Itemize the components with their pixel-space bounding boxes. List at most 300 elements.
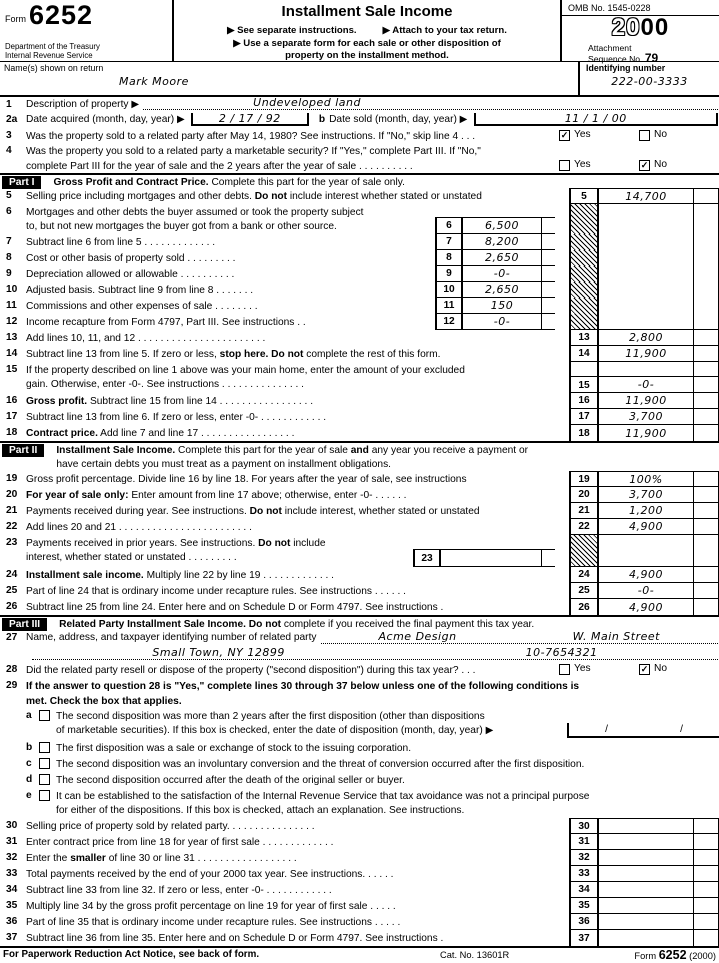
- part-3-label: Part III: [2, 618, 47, 631]
- line-3-question: Was the property sold to a related party after May 14, 1980? See instructions. If "No," skip line 4 . . .: [26, 131, 476, 142]
- identifying-number-label: Identifying number: [586, 63, 666, 73]
- line-30-boxes: [569, 818, 719, 834]
- line-17: [0, 409, 719, 425]
- line-20-amount[interactable]: 3,700: [599, 487, 693, 503]
- line-16-cents[interactable]: [693, 393, 719, 409]
- header-right: [562, 0, 719, 65]
- line-27-spacer: [0, 646, 28, 662]
- condition-a-text: [56, 708, 567, 740]
- line-19-label: Gross profit percentage. Divide line 16 by line 18. For years after the year of sale, see instructions: [26, 474, 467, 485]
- sequence-number: 79: [644, 50, 659, 65]
- line-14-amount[interactable]: 11,900: [599, 346, 693, 362]
- line-12-label: Income recapture from Form 4797, Part III. See instructions . .: [26, 317, 306, 328]
- line-15-number: 15: [6, 364, 18, 375]
- condition-c-text: The second disposition was an involuntary conversion and the threat of conversion occurred after the first disposition.: [56, 759, 585, 770]
- line-5-cents[interactable]: [693, 188, 719, 204]
- yes-label: Yes: [574, 663, 591, 674]
- line-35-boxes: [569, 898, 719, 914]
- label-line-2: gain. Otherwise, enter -0-. See instructions . . . . . . . . . . . . . . .: [26, 379, 304, 391]
- line-28-question: Did the related party resell or dispose of the property ("second disposition") during this tax year? . . .: [26, 665, 476, 676]
- line-34: [0, 882, 719, 898]
- line-34-amount[interactable]: [599, 882, 693, 898]
- label-bold: Gross profit.: [26, 396, 88, 407]
- part-1-label: Part I: [2, 176, 41, 189]
- label-line-2: interest, whether stated or unstated . . . . . . . . .: [26, 552, 237, 564]
- line-32-boxes: [569, 850, 719, 866]
- line-29-spacer: [0, 693, 26, 708]
- line-6-cents[interactable]: [541, 217, 555, 234]
- line-19-cents[interactable]: [693, 471, 719, 487]
- condition-b-letter: b: [26, 742, 33, 753]
- line-13-label: Add lines 10, 11, and 12 . . . . . . . . . . . . . . . . . . . . . . .: [26, 333, 266, 344]
- line-27-label: Name, address, and taxpayer identifying number of related party: [26, 632, 317, 643]
- dept-line-2: Internal Revenue Service: [5, 51, 93, 60]
- line-11-number: 11: [6, 300, 17, 311]
- line-9-label: Depreciation allowed or allowable . . . . . . . . . .: [26, 269, 235, 280]
- line-18-boxes: [569, 425, 719, 441]
- footer-form-number: 6252: [658, 947, 687, 962]
- shaded-column: [569, 314, 719, 330]
- line-33-cents[interactable]: [693, 866, 719, 882]
- line-35-label: Multiply line 34 by the gross profit percentage on line 19 for year of first sale . . . . .: [26, 901, 396, 912]
- line-29-number: 29: [6, 680, 18, 691]
- condition-e-text: [56, 788, 719, 818]
- line-32-amount[interactable]: [599, 850, 693, 866]
- instruction-3: ▶ Use a separate form for each sale or other disposition of: [233, 37, 501, 49]
- line-20-box-number: 20: [569, 487, 599, 503]
- line-29-continued: [0, 693, 719, 708]
- dept-line-1: Department of the Treasury: [5, 42, 100, 51]
- line-36-cents[interactable]: [693, 914, 719, 930]
- line-22-amount[interactable]: 4,900: [599, 519, 693, 535]
- line-22-cents[interactable]: [693, 519, 719, 535]
- condition-c-checkbox[interactable]: [39, 758, 50, 769]
- line-13: [0, 330, 719, 346]
- line-5-box-number: 5: [569, 188, 599, 204]
- year-outline-digits: 20: [611, 14, 641, 41]
- condition-b-text: The first disposition was a sale or exchange of stock to the issuing corporation.: [56, 743, 412, 754]
- line-11-label: Commissions and other expenses of sale . . . . . . . .: [26, 301, 258, 312]
- line-30-amount[interactable]: [599, 818, 693, 834]
- condition-a-checkbox[interactable]: [39, 710, 50, 721]
- line-2a-label: Date acquired (month, day, year) ▶: [26, 114, 185, 125]
- label-line-1: Mortgages and other debts the buyer assumed or took the property subject: [26, 207, 364, 218]
- line-6-boxes: [435, 217, 555, 234]
- line-7-amount[interactable]: 8,200: [463, 234, 541, 250]
- property-description-value[interactable]: Undeveloped land: [253, 97, 361, 109]
- part-2-subtitle-line2: have certain debts you must treat as a payment on installment obligations.: [56, 459, 391, 470]
- line-11-amount[interactable]: 150: [463, 298, 541, 314]
- line-23: [0, 535, 719, 567]
- line-14: [0, 346, 719, 362]
- line-26-cents[interactable]: [693, 599, 719, 615]
- line-16: [0, 393, 719, 409]
- related-party-street: W. Main Street: [572, 630, 660, 643]
- line-24-amount[interactable]: 4,900: [599, 567, 693, 583]
- name-row: [0, 62, 719, 97]
- line-34-label: Subtract line 33 from line 32. If zero or less, enter -0- . . . . . . . . . . . .: [26, 885, 332, 896]
- hatched-cell: [569, 250, 599, 266]
- hatched-cell: [569, 266, 599, 282]
- identifying-number-field[interactable]: 222-00-3333: [611, 75, 688, 88]
- line-10-boxes: [435, 282, 555, 298]
- line-9-amount[interactable]: -0-: [463, 266, 541, 282]
- line-6-amount[interactable]: 6,500: [463, 217, 541, 234]
- line-15: [0, 362, 719, 393]
- line-16-boxes: [569, 393, 719, 409]
- label-text: Selling price including mortgages and other debts.: [26, 191, 255, 202]
- line-8-amount[interactable]: 2,650: [463, 250, 541, 266]
- line-32-cents[interactable]: [693, 850, 719, 866]
- line-19-box-number: 19: [569, 471, 599, 487]
- line-37-label: Subtract line 36 from line 35. Enter here and on Schedule D or Form 4797. See instructions .: [26, 933, 444, 944]
- line-35: [0, 898, 719, 914]
- related-party-city: Small Town, NY 12899: [152, 646, 285, 659]
- taxpayer-name-field[interactable]: Mark Moore: [119, 75, 189, 88]
- line-34-number: 34: [6, 884, 18, 895]
- line-19-boxes: [569, 471, 719, 487]
- line-7: [0, 234, 719, 250]
- hatched-cell: [569, 298, 599, 314]
- line-4-number-spacer: [0, 158, 26, 173]
- empty-cents: [693, 250, 719, 266]
- line-7-cents[interactable]: [541, 234, 555, 250]
- condition-d-letter: d: [26, 774, 33, 785]
- line-22: [0, 519, 719, 535]
- related-party-address-fill[interactable]: [32, 646, 718, 660]
- line-28-number: 28: [6, 664, 18, 675]
- line-24-cents[interactable]: [693, 567, 719, 583]
- name-cell: [0, 62, 578, 95]
- line-16-number: 16: [6, 395, 18, 406]
- part-2-title: Installment Sale Income.: [56, 445, 176, 456]
- line-25-boxes: [569, 583, 719, 599]
- line-27: [0, 630, 719, 646]
- empty-cents: [693, 314, 719, 330]
- line-21-cents[interactable]: [693, 503, 719, 519]
- part-1-title: Gross Profit and Contract Price.: [53, 177, 209, 188]
- line-14-cents[interactable]: [693, 346, 719, 362]
- line-37-amount[interactable]: [599, 930, 693, 946]
- condition-d-checkbox[interactable]: [39, 774, 50, 785]
- label-text: Subtract line 15 from line 14 . . . . . . . . . . . . . . . . .: [87, 396, 314, 407]
- part-2-label: Part II: [2, 444, 44, 457]
- line-14-label: [26, 346, 569, 362]
- label-text: Payments received in prior years. See instructions.: [26, 538, 259, 549]
- label-text: Subtract line 13 from line 5. If zero or less,: [26, 349, 220, 360]
- line-35-amount[interactable]: [599, 898, 693, 914]
- line-2a-number: 2a: [6, 114, 18, 125]
- line-26-box-number: 26: [569, 599, 599, 615]
- line-24-box-number: 24: [569, 567, 599, 583]
- label-bold: Do not: [258, 538, 291, 549]
- line-20-cents[interactable]: [693, 487, 719, 503]
- instruction-4: property on the installment method.: [285, 50, 449, 61]
- part-3-subtitle: complete if you received the final payment this tax year.: [281, 619, 535, 630]
- empty-cell: [599, 250, 693, 266]
- condition-a: [0, 708, 719, 740]
- line-21-boxes: [569, 503, 719, 519]
- line-7-boxes: [435, 234, 555, 250]
- attachment-label: Attachment: [588, 43, 632, 53]
- line-32: [0, 850, 719, 866]
- date-acquired-value: 2 / 17 / 92: [218, 112, 281, 125]
- line-2b-label: Date sold (month, day, year) ▶: [329, 114, 468, 125]
- yes-label: Yes: [574, 159, 591, 170]
- line-1: [0, 97, 719, 112]
- line-24-label: [26, 567, 569, 583]
- date-sold-field[interactable]: [474, 113, 718, 126]
- line-29-text-2: [26, 693, 719, 708]
- line-20-label: [26, 487, 569, 503]
- line-34-cents[interactable]: [693, 882, 719, 898]
- line-8: [0, 250, 719, 266]
- line-20-boxes: [569, 487, 719, 503]
- line-32-label: [26, 850, 569, 866]
- line-2b-letter: b: [318, 114, 326, 125]
- line-12-boxes: [435, 314, 555, 330]
- line-5-amount[interactable]: 14,700: [599, 188, 693, 204]
- line-10-cents[interactable]: [541, 282, 555, 298]
- line-12-amount[interactable]: -0-: [463, 314, 541, 330]
- line-5: [0, 188, 719, 204]
- line-23-amount[interactable]: [441, 549, 541, 567]
- line-29: [0, 678, 719, 693]
- line-20: [0, 487, 719, 503]
- line-26-boxes: [569, 599, 719, 615]
- line-28: [0, 662, 719, 678]
- line-28-no-checkbox[interactable]: ✓: [640, 664, 649, 674]
- line-4-yes-checkbox[interactable]: [559, 160, 570, 171]
- footer-form-year: (2000): [689, 950, 716, 961]
- line-37-number: 37: [6, 932, 18, 943]
- page-footer: [0, 946, 719, 961]
- line-29-text-1: [26, 678, 719, 693]
- line-36-number: 36: [6, 916, 18, 927]
- line-13-cents[interactable]: [693, 330, 719, 346]
- part-1-heading: [41, 176, 404, 188]
- condition-d-text: The second disposition occurred after the death of the original seller or buyer.: [56, 775, 405, 786]
- line-13-box-number: 13: [569, 330, 599, 346]
- line-1-number: 1: [6, 99, 12, 110]
- line-6-box-number: 6: [435, 217, 463, 234]
- label-text: include: [290, 538, 326, 549]
- condition-b-checkbox[interactable]: [39, 742, 50, 753]
- condition-a-line-2: of marketable securities). If this box is checked, enter the date of disposition (month, day, year) ▶: [56, 725, 494, 737]
- part-2-bold-and: and: [350, 445, 369, 456]
- line-3-checkboxes: [559, 128, 719, 143]
- line-34-box-number: 34: [569, 882, 599, 898]
- label-text: Add line 7 and line 17 . . . . . . . . . . . . . . . . .: [97, 428, 295, 439]
- empty-cell: [599, 298, 693, 314]
- line-33: [0, 866, 719, 882]
- instruction-1: ▶ See separate instructions.: [227, 25, 357, 36]
- line-23-cents[interactable]: [541, 549, 555, 567]
- date-acquired-field[interactable]: [191, 113, 309, 126]
- line-18-box-number: 18: [569, 425, 599, 441]
- line-4-question-line2: complete Part III for the year of sale and the 2 years after the year of sale . . . . . . . . . .: [26, 161, 413, 172]
- part-2-heading: [44, 444, 528, 471]
- line-5-boxes: [569, 188, 719, 204]
- line-4-question-line1: Was the property you sold to a related party a marketable security? If "Yes," complete Part III. If "No,": [26, 146, 481, 157]
- line-29-bold-1: If the answer to question 28 is "Yes," complete lines 30 through 37 below unless one of the following conditions is: [26, 681, 580, 692]
- shaded-column: [569, 234, 719, 250]
- line-4-continued: [0, 158, 719, 173]
- line-17-cents[interactable]: [693, 409, 719, 425]
- line-18-cents[interactable]: [693, 425, 719, 441]
- line-36-boxes: [569, 914, 719, 930]
- line-22-box-number: 22: [569, 519, 599, 535]
- line-4-number: 4: [6, 145, 12, 156]
- line-36-amount[interactable]: [599, 914, 693, 930]
- line-22-label: Add lines 20 and 21 . . . . . . . . . . . . . . . . . . . . . . . .: [26, 522, 252, 533]
- shaded-column: [569, 266, 719, 282]
- shaded-column: [569, 250, 719, 266]
- line-30-label: Selling price of property sold by related party. . . . . . . . . . . . . . . .: [26, 821, 315, 832]
- line-30-cents[interactable]: [693, 818, 719, 834]
- line-33-amount[interactable]: [599, 866, 693, 882]
- condition-b: [0, 740, 719, 756]
- line-21-amount[interactable]: 1,200: [599, 503, 693, 519]
- line-18-number: 18: [6, 427, 18, 438]
- part-3-bar: [0, 615, 719, 630]
- line-9-cents[interactable]: [541, 266, 555, 282]
- date-slash: /: [680, 724, 683, 735]
- line-10: [0, 282, 719, 298]
- line-18: [0, 425, 719, 441]
- line-36-box-number: 36: [569, 914, 599, 930]
- shaded-column: [569, 298, 719, 314]
- line-1-fill[interactable]: [143, 97, 718, 110]
- line-10-amount[interactable]: 2,650: [463, 282, 541, 298]
- condition-e-checkbox[interactable]: [39, 790, 50, 801]
- name-label: Name(s) shown on return: [4, 63, 104, 73]
- label-bold: stop here. Do not: [219, 349, 304, 360]
- line-15-cents[interactable]: [693, 362, 719, 393]
- part-2-subtitle-2: any year you receive a payment or: [368, 445, 529, 456]
- line-10-label: Adjusted basis. Subtract line 9 from line 8 . . . . . . .: [26, 285, 254, 296]
- label-line-2: to, but not new mortgages the buyer got from a bank or other source.: [26, 221, 337, 233]
- empty-cell: [599, 234, 693, 250]
- line-32-box-number: 32: [569, 850, 599, 866]
- part-1-subtitle: Complete this part for the year of sale only.: [208, 177, 405, 188]
- line-10-number: 10: [6, 284, 18, 295]
- line-19: [0, 471, 719, 487]
- line-24-boxes: [569, 567, 719, 583]
- line-14-box-number: 14: [569, 346, 599, 362]
- line-13-amount[interactable]: 2,800: [599, 330, 693, 346]
- line-14-boxes: [569, 346, 719, 362]
- line-21-number: 21: [6, 505, 18, 516]
- related-party-name-fill[interactable]: [321, 630, 718, 644]
- line-1-label: Description of property ▶: [26, 99, 140, 110]
- line-33-boxes: [569, 866, 719, 882]
- line-7-number: 7: [6, 236, 12, 247]
- empty-cents: [693, 234, 719, 250]
- line-12-number: 12: [6, 316, 18, 327]
- year-solid-digits: 00: [640, 14, 670, 41]
- condition-c: [0, 756, 719, 772]
- line-8-label: Cost or other basis of property sold . . . . . . . . .: [26, 253, 236, 264]
- line-26-amount[interactable]: 4,900: [629, 600, 663, 614]
- condition-e-line-2: for either of the dispositions. If this box is checked, attach an explanation. See instructions.: [56, 805, 465, 817]
- line-25-cents[interactable]: [693, 583, 719, 599]
- line-28-yes-checkbox[interactable]: [559, 664, 570, 675]
- line-28-checkboxes: [559, 662, 719, 678]
- line-3-yes-checkbox[interactable]: ✓: [560, 130, 569, 140]
- label-text: Enter amount from line 17 above; otherwise, enter -0- . . . . . .: [128, 490, 407, 501]
- label-text: Multiply line 22 by line 19 . . . . . . . . . . . . .: [143, 570, 335, 581]
- line-8-boxes: [435, 250, 555, 266]
- line-18-amount[interactable]: 11,900: [625, 426, 667, 440]
- header-left: [0, 0, 172, 61]
- line-36-label: Part of line 35 that is ordinary income under recapture rules. See instructions . . . . .: [26, 917, 401, 928]
- line-35-cents[interactable]: [693, 898, 719, 914]
- line-3: [0, 128, 719, 143]
- line-25-number: 25: [6, 585, 18, 596]
- line-15-boxes: [569, 362, 719, 393]
- line-3-no-checkbox[interactable]: [639, 130, 650, 141]
- line-4-no-checkbox[interactable]: ✓: [640, 160, 649, 170]
- label-text: include interest, whether stated or unstated: [281, 506, 480, 517]
- hatched-cell: [569, 234, 599, 250]
- line-8-cents[interactable]: [541, 250, 555, 266]
- footer-form-word: Form: [634, 950, 657, 961]
- line-21-label: [26, 503, 569, 519]
- line-17-amount[interactable]: 3,700: [599, 409, 693, 425]
- line-25-amount[interactable]: -0-: [599, 583, 693, 599]
- part-2-subtitle: Complete this part for the year of sale: [175, 445, 351, 456]
- line-15-amount[interactable]: -0-: [599, 362, 693, 393]
- attachment-sequence: [562, 44, 719, 64]
- line-9: [0, 266, 719, 282]
- line-26-label: Subtract line 25 from line 24. Enter here and on Schedule D or Form 4797. See instructions .: [26, 602, 444, 613]
- label-bold: For year of sale only:: [26, 490, 129, 501]
- date-slash: /: [605, 724, 608, 735]
- line-31-number: 31: [6, 836, 18, 847]
- line-16-amount[interactable]: 11,900: [599, 393, 693, 409]
- label-text: complete the rest of this form.: [303, 349, 441, 360]
- line-31-amount[interactable]: [599, 834, 693, 850]
- line-31-cents[interactable]: [693, 834, 719, 850]
- line-37-cents[interactable]: [693, 930, 719, 946]
- line-31: [0, 834, 719, 850]
- hatched-cell: [569, 204, 599, 234]
- label-bold: Installment sale income.: [26, 570, 144, 581]
- line-12-cents[interactable]: [541, 314, 555, 330]
- second-disposition-date-field[interactable]: [567, 723, 719, 738]
- line-11-cents[interactable]: [541, 298, 555, 314]
- line-19-amount[interactable]: 100%: [599, 471, 693, 487]
- condition-e-letter: e: [26, 790, 32, 801]
- no-label: No: [654, 129, 668, 140]
- line-26: [0, 599, 719, 615]
- line-8-box-number: 8: [435, 250, 463, 266]
- line-24: [0, 567, 719, 583]
- empty-cents: [693, 298, 719, 314]
- line-17-box-number: 17: [569, 409, 599, 425]
- no-label: No: [654, 159, 668, 170]
- line-16-box-number: 16: [569, 393, 599, 409]
- line-33-label: Total payments received by the end of your 2000 tax year. See instructions. . . . . .: [26, 869, 394, 880]
- form-instructions: [174, 25, 560, 63]
- line-21-box-number: 21: [569, 503, 599, 519]
- label-bold: smaller: [70, 853, 106, 864]
- line-27-number: 27: [6, 632, 18, 643]
- line-9-number: 9: [6, 268, 12, 279]
- line-4: [0, 143, 719, 158]
- line-3-number: 3: [6, 130, 12, 141]
